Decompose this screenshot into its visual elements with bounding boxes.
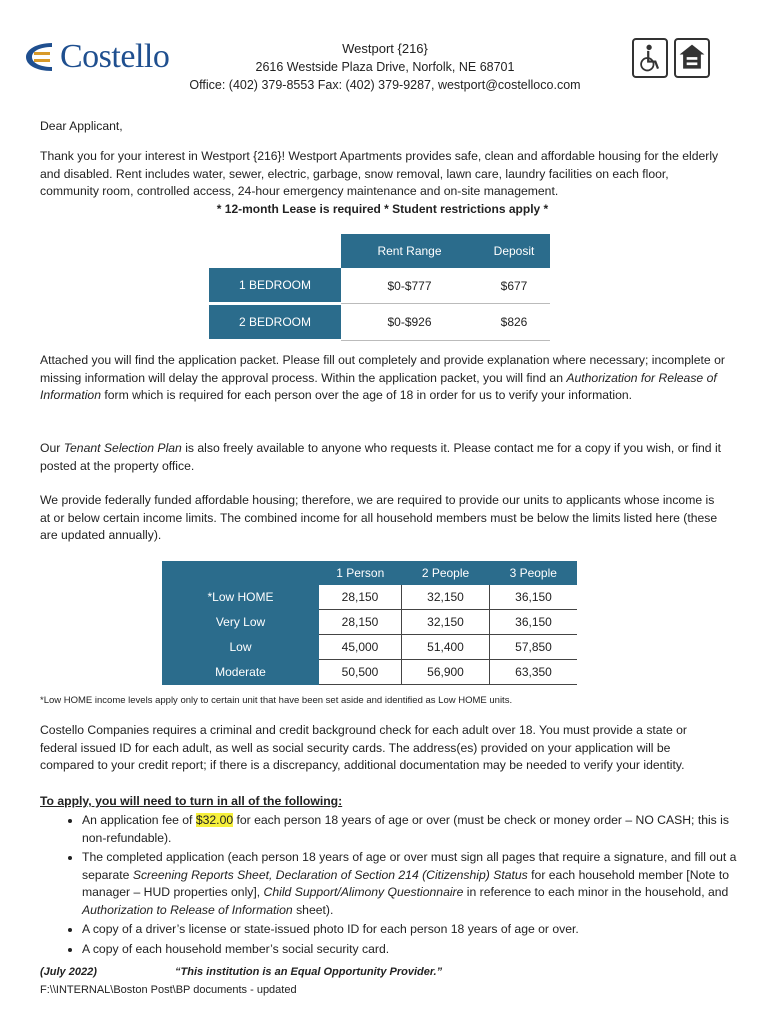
rent-range: $0-$926 xyxy=(341,304,478,341)
table-row: Low 45,000 51,400 57,850 xyxy=(162,635,577,660)
equal-housing-icon xyxy=(674,38,710,78)
footer-date: (July 2022) xyxy=(40,966,97,978)
property-name: Westport {216} xyxy=(342,41,428,56)
income-paragraph: We provide federally funded affordable housing; therefore, we are required to provide our units to applicants whose income is at or below certain income limits. The combined income for all household members must be below the limits listed here (these are updated annually). xyxy=(40,493,718,542)
accessibility-icon xyxy=(632,38,668,78)
list-item: • A copy of each household member’s social security card. xyxy=(82,941,747,959)
income-level: Very Low xyxy=(162,610,319,635)
table-row xyxy=(209,304,550,341)
deposit-header: Deposit xyxy=(478,234,550,268)
col-1-person: 1 Person xyxy=(319,561,402,585)
apply-heading: To apply, you will need to turn in all of the following: xyxy=(40,794,343,808)
deposit: $826 xyxy=(478,304,550,341)
list-item: • An application fee of $32.00 for each person 18 years of age or over (must be check or money order – NO CASH; this is non-refundable). xyxy=(82,812,747,847)
rent-range-header: Rent Range xyxy=(341,234,478,268)
table-row xyxy=(209,268,550,304)
lease-requirements: * 12-month Lease is required * Student restrictions apply * xyxy=(216,202,549,216)
intro-paragraph: Thank you for your interest in Westport {216}! Westport Apartments provides safe, clean and affordable housing for the elderly and disabled. Rent includes water, sewer, electric, garbage, snow removal, lawn care, laundry facilities on each floor, community room, controlled access, 24-hour emergency maintenance and on-site management. xyxy=(40,149,719,198)
unit-type: 2 BEDROOM xyxy=(209,304,341,341)
col-2-people: 2 People xyxy=(402,561,490,585)
header-icons xyxy=(632,38,710,78)
income-level: Low xyxy=(162,635,319,660)
application-fee: $32.00 xyxy=(195,813,234,827)
income-limits-table xyxy=(162,561,577,685)
rent-table xyxy=(209,234,550,342)
authorization-form-name: Authorization for Release of Information xyxy=(40,370,717,402)
costello-logo-icon xyxy=(22,40,58,74)
footer-statement: “This institution is an Equal Opportunity Provider.” xyxy=(175,966,443,978)
income-footnote: *Low HOME income levels apply only to certain unit that have been set aside and identified as Low HOME units. xyxy=(40,695,513,706)
unit-type: 1 BEDROOM xyxy=(209,268,341,304)
selection-plan-paragraph: Our Tenant Selection Plan is also freely available to anyone who requests it. Please contact me for a copy if you wish, or find it posted at the property office. xyxy=(40,441,722,473)
col-3-people: 3 People xyxy=(490,561,578,585)
property-address: 2616 Westside Plaza Drive, Norfolk, NE 68701 xyxy=(255,60,515,74)
table-row: Very Low 28,150 32,150 36,150 xyxy=(162,610,577,635)
packet-paragraph: Attached you will find the application packet. Please fill out completely and provide explanation where necessary; incomplete or missing information will delay the approval process. Within the application packet, you will find an Authorization for Release of Information form which is required for each person over the age of 18 in order for us to verify your information. xyxy=(40,353,725,402)
letterhead xyxy=(170,40,600,94)
list-item: • The completed application (each person 18 years of age or over must sign all pages that require a signature, and fill out a separate Screening Reports Sheet, Declaration of Section 214 (Citizenship) Status for each household member [Note to manager – HUD properties only], Child Support/Alimony Questionnaire in reference to each minor in the household, and Authorization to Release of Information sheet). xyxy=(82,849,747,919)
income-level: Moderate xyxy=(162,660,319,685)
footer-path: F:\\INTERNAL\Boston Post\BP documents - updated xyxy=(40,984,297,996)
rent-range: $0-$777 xyxy=(341,268,478,304)
table-row: *Low HOME 28,150 32,150 36,150 xyxy=(162,585,577,610)
property-contact: Office: (402) 379-8553 Fax: (402) 379-9287, westport@costelloco.com xyxy=(189,78,581,92)
application-requirements-list xyxy=(58,812,747,960)
income-level: *Low HOME xyxy=(162,585,319,610)
deposit: $677 xyxy=(478,268,550,304)
list-item: • A copy of a driver’s license or state-issued photo ID for each person 18 years of age or over. xyxy=(82,921,747,939)
logo-text: Costello xyxy=(60,38,170,75)
table-row: Moderate 50,500 56,900 63,350 xyxy=(162,660,577,685)
salutation: Dear Applicant, xyxy=(40,119,123,133)
company-logo xyxy=(22,38,169,76)
tenant-selection-plan: Tenant Selection Plan xyxy=(63,441,182,455)
background-check-paragraph: Costello Companies requires a criminal and credit background check for each adult over 18. You must provide a state or federal issued ID for each adult, as well as social security cards. The address(es) provided on your application will be compared to your credit report; if there is a discrepancy, additional documentation may be needed to verify your identity. xyxy=(40,723,687,772)
